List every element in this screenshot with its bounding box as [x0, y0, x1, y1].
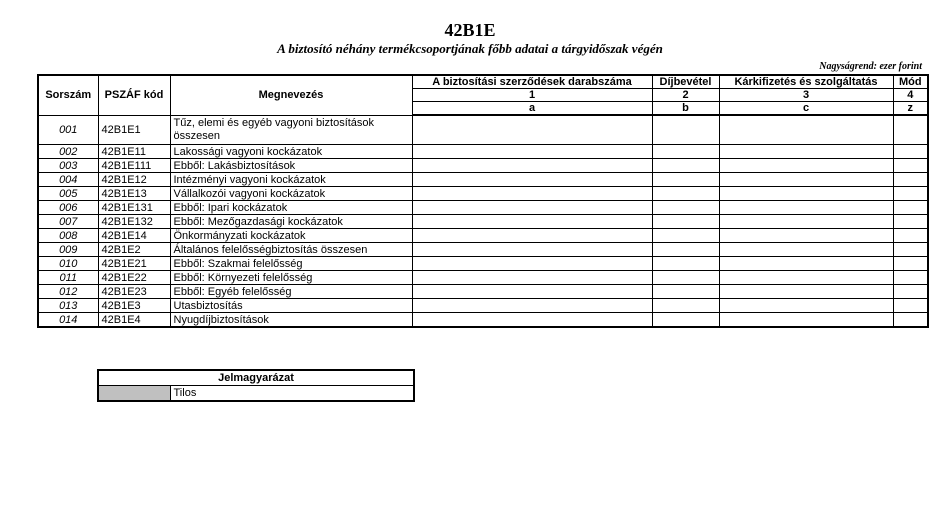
cell-col-1[interactable]	[412, 313, 652, 328]
row-number: 009	[38, 243, 98, 257]
table-row	[38, 271, 928, 285]
cell-col-2[interactable]	[652, 115, 719, 145]
cell-col-4[interactable]	[893, 299, 928, 313]
cell-col-1[interactable]	[412, 215, 652, 229]
header-col-1-letter: a	[412, 102, 652, 116]
header-col-2-letter: b	[652, 102, 719, 116]
row-name: Ebből: Környezeti felelősség	[170, 271, 412, 285]
row-code: 42B1E4	[98, 313, 170, 328]
table-row	[38, 243, 928, 257]
row-code: 42B1E12	[98, 173, 170, 187]
row-number: 002	[38, 145, 98, 159]
cell-col-3[interactable]	[719, 285, 893, 299]
row-code: 42B1E1	[98, 115, 170, 145]
legend-table	[97, 369, 415, 402]
cell-col-4[interactable]	[893, 159, 928, 173]
header-col-2-num: 2	[652, 89, 719, 102]
row-code: 42B1E2	[98, 243, 170, 257]
cell-col-2[interactable]	[652, 159, 719, 173]
row-number: 008	[38, 229, 98, 243]
unit-note: Nagyságrend: ezer forint	[819, 61, 922, 72]
cell-col-3[interactable]	[719, 201, 893, 215]
table-row	[38, 313, 928, 328]
cell-col-1[interactable]	[412, 299, 652, 313]
cell-col-4[interactable]	[893, 285, 928, 299]
row-code: 42B1E132	[98, 215, 170, 229]
row-number: 012	[38, 285, 98, 299]
row-number: 013	[38, 299, 98, 313]
row-name: Ebből: Egyéb felelősség	[170, 285, 412, 299]
cell-col-4[interactable]	[893, 201, 928, 215]
cell-col-3[interactable]	[719, 173, 893, 187]
cell-col-4[interactable]	[893, 145, 928, 159]
row-name: Nyugdíjbiztosítások	[170, 313, 412, 328]
cell-col-1[interactable]	[412, 187, 652, 201]
cell-col-4[interactable]	[893, 173, 928, 187]
cell-col-4[interactable]	[893, 229, 928, 243]
table-row	[38, 159, 928, 173]
cell-col-3[interactable]	[719, 299, 893, 313]
table-row	[38, 229, 928, 243]
cell-col-3[interactable]	[719, 145, 893, 159]
cell-col-2[interactable]	[652, 215, 719, 229]
cell-col-1[interactable]	[412, 229, 652, 243]
cell-col-2[interactable]	[652, 313, 719, 328]
cell-col-1[interactable]	[412, 173, 652, 187]
header-sorszam: Sorszám	[38, 75, 98, 115]
cell-col-1[interactable]	[412, 159, 652, 173]
table-row	[38, 201, 928, 215]
page-subtitle: A biztosító néhány termékcsoportjának főbb adatai a tárgyidőszak végén	[277, 41, 663, 56]
cell-col-1[interactable]	[412, 243, 652, 257]
row-name: Tűz, elemi és egyéb vagyoni biztosítások összesen	[170, 115, 412, 145]
cell-col-4[interactable]	[893, 313, 928, 328]
cell-col-1[interactable]	[412, 145, 652, 159]
row-code: 42B1E14	[98, 229, 170, 243]
row-number: 005	[38, 187, 98, 201]
cell-col-1[interactable]	[412, 201, 652, 215]
header-megnevezes: Megnevezés	[170, 75, 412, 115]
header-col-3: Kárkifizetés és szolgáltatás	[719, 75, 893, 89]
table-row	[38, 215, 928, 229]
cell-col-3[interactable]	[719, 187, 893, 201]
cell-col-3[interactable]	[719, 313, 893, 328]
row-number: 010	[38, 257, 98, 271]
table-row	[38, 285, 928, 299]
row-code: 42B1E21	[98, 257, 170, 271]
row-code: 42B1E3	[98, 299, 170, 313]
table-row	[38, 115, 928, 145]
header-col-4-num: 4	[893, 89, 928, 102]
row-name: Ebből: Szakmai felelősség	[170, 257, 412, 271]
header-col-1: A biztosítási szerződések darabszáma	[412, 75, 652, 89]
row-code: 42B1E13	[98, 187, 170, 201]
table-row	[38, 145, 928, 159]
cell-col-4[interactable]	[893, 115, 928, 145]
cell-col-4[interactable]	[893, 187, 928, 201]
row-code: 42B1E22	[98, 271, 170, 285]
table-row	[38, 257, 928, 271]
header-col-4-letter: z	[893, 102, 928, 116]
legend-item-label: Tilos	[170, 386, 414, 402]
cell-col-2[interactable]	[652, 173, 719, 187]
cell-col-3[interactable]	[719, 257, 893, 271]
row-number: 004	[38, 173, 98, 187]
cell-col-4[interactable]	[893, 257, 928, 271]
row-name: Lakossági vagyoni kockázatok	[170, 145, 412, 159]
row-number: 003	[38, 159, 98, 173]
row-number: 011	[38, 271, 98, 285]
page-title: 42B1E	[444, 20, 496, 40]
table-row	[38, 187, 928, 201]
cell-col-2[interactable]	[652, 187, 719, 201]
row-name: Ebből: Lakásbiztosítások	[170, 159, 412, 173]
cell-col-3[interactable]	[719, 215, 893, 229]
table-row	[38, 173, 928, 187]
legend-title: Jelmagyarázat	[98, 370, 414, 386]
row-code: 42B1E131	[98, 201, 170, 215]
row-code: 42B1E11	[98, 145, 170, 159]
cell-col-3[interactable]	[719, 115, 893, 145]
cell-col-2[interactable]	[652, 299, 719, 313]
row-name: Általános felelősségbiztosítás összesen	[170, 243, 412, 257]
cell-col-2[interactable]	[652, 257, 719, 271]
row-name: Ebből: Mezőgazdasági kockázatok	[170, 215, 412, 229]
cell-col-2[interactable]	[652, 243, 719, 257]
header-pszaf-kod: PSZÁF kód	[98, 75, 170, 115]
header-col-3-num: 3	[719, 89, 893, 102]
cell-col-4[interactable]	[893, 243, 928, 257]
cell-col-1[interactable]	[412, 257, 652, 271]
header-col-1-num: 1	[412, 89, 652, 102]
cell-col-2[interactable]	[652, 229, 719, 243]
header-col-2: Díjbevétel	[652, 75, 719, 89]
cell-col-2[interactable]	[652, 201, 719, 215]
row-number: 007	[38, 215, 98, 229]
row-code: 42B1E23	[98, 285, 170, 299]
cell-col-1[interactable]	[412, 271, 652, 285]
header-col-3-letter: c	[719, 102, 893, 116]
header-col-4: Mód	[893, 75, 928, 89]
row-code: 42B1E111	[98, 159, 170, 173]
table-row	[38, 299, 928, 313]
cell-col-4[interactable]	[893, 215, 928, 229]
cell-col-1[interactable]	[412, 115, 652, 145]
legend-swatch	[98, 386, 170, 402]
row-number: 001	[38, 115, 98, 145]
cell-col-3[interactable]	[719, 229, 893, 243]
row-name: Önkormányzati kockázatok	[170, 229, 412, 243]
row-name: Utasbiztosítás	[170, 299, 412, 313]
data-table	[37, 74, 929, 328]
cell-col-3[interactable]	[719, 159, 893, 173]
cell-col-2[interactable]	[652, 145, 719, 159]
cell-col-3[interactable]	[719, 271, 893, 285]
cell-col-3[interactable]	[719, 243, 893, 257]
cell-col-1[interactable]	[412, 285, 652, 299]
cell-col-2[interactable]	[652, 271, 719, 285]
cell-col-2[interactable]	[652, 285, 719, 299]
cell-col-4[interactable]	[893, 271, 928, 285]
row-number: 006	[38, 201, 98, 215]
row-name: Intézményi vagyoni kockázatok	[170, 173, 412, 187]
row-name: Vállalkozói vagyoni kockázatok	[170, 187, 412, 201]
row-name: Ebből: Ipari kockázatok	[170, 201, 412, 215]
row-number: 014	[38, 313, 98, 328]
